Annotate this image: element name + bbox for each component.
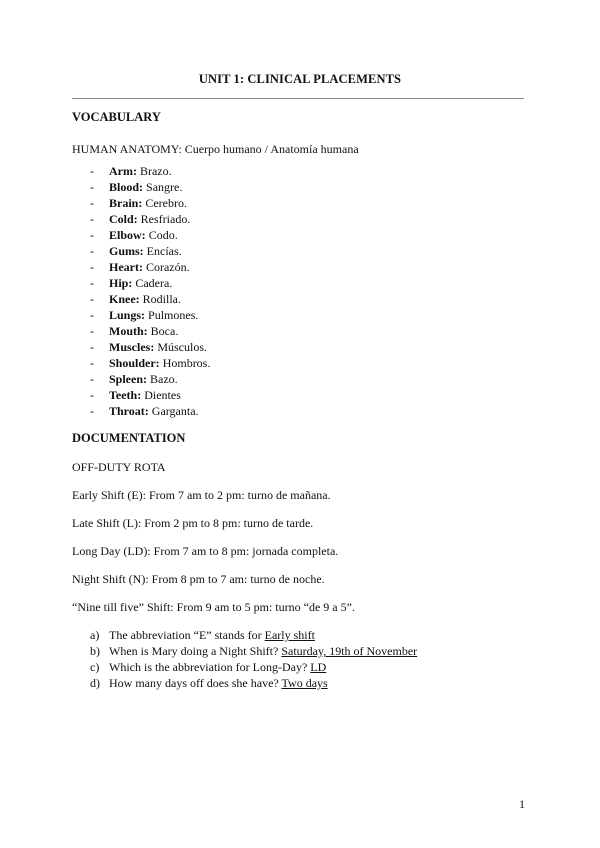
shift-definition: Late Shift (L): From 2 pm to 8 pm: turno de tarde. <box>72 516 314 530</box>
vocabulary-term: Gums: <box>109 244 144 258</box>
question-marker: a) <box>90 628 100 642</box>
vocabulary-translation: Sangre. <box>143 180 183 194</box>
vocabulary-translation: Codo. <box>145 228 178 242</box>
vocabulary-term: Lungs: <box>109 308 146 322</box>
question-text: How many days off does she have? <box>109 676 282 690</box>
vocabulary-item: - Teeth: Dientes <box>90 388 181 402</box>
question-marker: c) <box>90 660 100 674</box>
vocabulary-translation: Encías. <box>143 244 182 258</box>
vocabulary-item: - Cold: Resfriado. <box>90 212 191 226</box>
vocabulary-item: - Arm: Brazo. <box>90 164 172 178</box>
question-answer: Early shift <box>264 628 315 642</box>
vocabulary-item: - Heart: Corazón. <box>90 260 190 274</box>
documentation-heading: DOCUMENTATION <box>72 431 186 445</box>
vocabulary-term: Arm: <box>109 164 137 178</box>
vocabulary-item: - Shoulder: Hombros. <box>90 356 211 370</box>
vocabulary-translation: Dientes <box>141 388 181 402</box>
vocabulary-item: - Brain: Cerebro. <box>90 196 187 210</box>
question-list <box>90 627 417 691</box>
vocabulary-item: - Blood: Sangre. <box>90 180 183 194</box>
vocabulary-translation: Resfriado. <box>137 212 191 226</box>
vocabulary-translation: Cerebro. <box>142 196 187 210</box>
vocabulary-heading: VOCABULARY <box>72 110 161 124</box>
vocabulary-item: - Muscles: Músculos. <box>90 340 207 354</box>
question-text: Which is the abbreviation for Long-Day? <box>109 660 311 674</box>
vocabulary-term: Muscles: <box>109 340 155 354</box>
vocabulary-term: Throat: <box>109 404 149 418</box>
shift-definition: Night Shift (N): From 8 pm to 7 am: turno de noche. <box>72 572 325 586</box>
vocabulary-translation: Corazón. <box>142 260 190 274</box>
horizontal-rule <box>72 98 524 99</box>
vocabulary-translation: Músculos. <box>154 340 207 354</box>
vocabulary-term: Heart: <box>109 260 143 274</box>
question-text: The abbreviation “E” stands for <box>109 628 265 642</box>
rota-subheading: OFF-DUTY ROTA <box>72 460 166 474</box>
vocabulary-item: - Lungs: Pulmones. <box>90 308 199 322</box>
vocabulary-list <box>90 163 210 419</box>
question-marker: d) <box>90 676 100 690</box>
vocabulary-term: Elbow: <box>109 228 146 242</box>
vocabulary-item: - Gums: Encías. <box>90 244 182 258</box>
vocabulary-item: - Mouth: Boca. <box>90 324 179 338</box>
vocabulary-term: Teeth: <box>109 388 142 402</box>
vocabulary-term: Cold: <box>109 212 138 226</box>
vocabulary-translation: Boca. <box>147 324 179 338</box>
question-item <box>90 675 417 691</box>
vocabulary-item: - Spleen: Bazo. <box>90 372 178 386</box>
question-marker: b) <box>90 644 100 658</box>
vocabulary-translation: Bazo. <box>147 372 178 386</box>
vocabulary-item: - Knee: Rodilla. <box>90 292 181 306</box>
vocabulary-item: - Throat: Garganta. <box>90 404 199 418</box>
vocabulary-translation: Brazo. <box>136 164 172 178</box>
vocabulary-translation: Rodilla. <box>139 292 181 306</box>
shift-definition: Early Shift (E): From 7 am to 2 pm: turno de mañana. <box>72 488 331 502</box>
question-item <box>90 659 417 675</box>
vocabulary-term: Shoulder: <box>109 356 160 370</box>
vocabulary-term: Blood: <box>109 180 144 194</box>
vocabulary-term: Hip: <box>109 276 133 290</box>
question-answer: Two days <box>281 676 328 690</box>
question-item <box>90 643 417 659</box>
vocabulary-term: Mouth: <box>109 324 148 338</box>
vocabulary-translation: Garganta. <box>148 404 199 418</box>
anatomy-subheading: HUMAN ANATOMY: Cuerpo humano / Anatomía humana <box>72 142 359 156</box>
shift-definition: “Nine till five” Shift: From 9 am to 5 pm: turno “de 9 a 5”. <box>72 600 355 614</box>
vocabulary-item: - Hip: Cadera. <box>90 276 173 290</box>
vocabulary-translation: Pulmones. <box>145 308 199 322</box>
vocabulary-term: Knee: <box>109 292 140 306</box>
vocabulary-term: Spleen: <box>109 372 148 386</box>
vocabulary-item: - Elbow: Codo. <box>90 228 178 242</box>
question-text: When is Mary doing a Night Shift? <box>109 644 282 658</box>
vocabulary-translation: Cadera. <box>132 276 173 290</box>
question-answer: Saturday, 19th of November <box>281 644 418 658</box>
vocabulary-term: Brain: <box>109 196 143 210</box>
question-item <box>90 627 417 643</box>
page-number: 1 <box>519 797 525 811</box>
page-title: UNIT 1: CLINICAL PLACEMENTS <box>198 72 402 86</box>
vocabulary-translation: Hombros. <box>159 356 211 370</box>
question-answer: LD <box>310 660 327 674</box>
shift-definition: Long Day (LD): From 7 am to 8 pm: jornada completa. <box>72 544 339 558</box>
